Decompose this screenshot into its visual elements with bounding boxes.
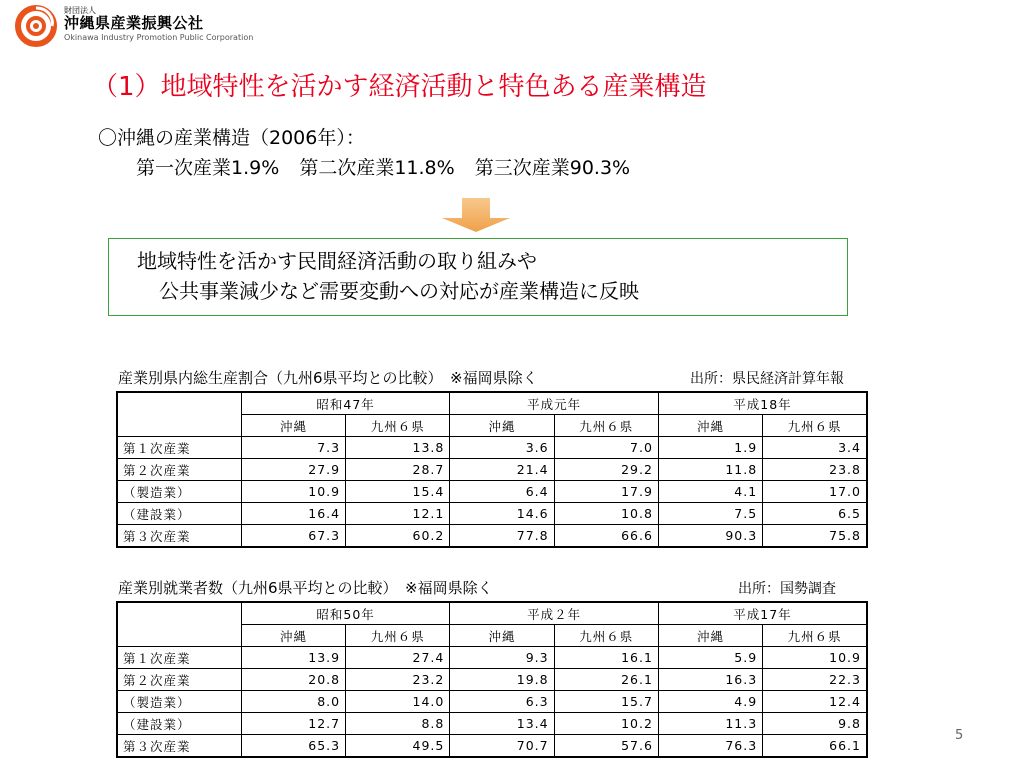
table-cell: 13.8: [346, 437, 450, 459]
table-cell: 17.0: [763, 481, 867, 503]
swirl-logo-icon: [14, 4, 58, 48]
slide-title: （1）地域特性を活かす経済活動と特色ある産業構造: [92, 72, 707, 102]
row-label: 第１次産業: [117, 647, 241, 669]
table-cell: 76.3: [658, 735, 762, 758]
summary-line: 公共事業減少など需要変動への対応が産業構造に反映: [159, 279, 639, 303]
table-cell: 20.8: [241, 669, 345, 691]
table-cell: 77.8: [450, 525, 554, 548]
table-cell: 10.9: [763, 647, 867, 669]
table-cell: 11.8: [658, 459, 762, 481]
table-row: [117, 437, 867, 459]
structure-item: 第一次産業1.9%: [136, 157, 280, 179]
table1-caption: 産業別県内総生産割合（九州6県平均との比較） ※福岡県除く: [118, 369, 538, 387]
table-cell: 27.9: [241, 459, 345, 481]
period-header: 昭和47年: [241, 392, 450, 415]
page-number: 5: [955, 728, 964, 743]
organization-logo: [14, 4, 264, 44]
gdp-share-table: [116, 391, 868, 548]
table-cell: 3.6: [450, 437, 554, 459]
table-cell: 16.1: [554, 647, 658, 669]
table-cell: 14.6: [450, 503, 554, 525]
table-cell: 8.0: [241, 691, 345, 713]
table-cell: 12.4: [763, 691, 867, 713]
table-cell: 10.9: [241, 481, 345, 503]
table-cell: 16.3: [658, 669, 762, 691]
column-header: 沖縄: [658, 625, 762, 647]
table-cell: 15.7: [554, 691, 658, 713]
table-row: [117, 459, 867, 481]
logo-english-name: Okinawa Industry Promotion Public Corporation: [64, 33, 254, 42]
period-header: 平成２年: [450, 602, 659, 625]
row-label: 第２次産業: [117, 669, 241, 691]
column-header: 九州６県: [763, 625, 867, 647]
table-row: [117, 691, 867, 713]
table-row: [117, 525, 867, 548]
logo-name: 沖縄県産業振興公社: [64, 14, 204, 32]
summary-box: [108, 238, 848, 316]
table-cell: 6.4: [450, 481, 554, 503]
table-cell: 22.3: [763, 669, 867, 691]
column-header: 九州６県: [763, 415, 867, 437]
period-header: 昭和50年: [241, 602, 450, 625]
table-cell: 14.0: [346, 691, 450, 713]
table-cell: 6.5: [763, 503, 867, 525]
table-cell: 57.6: [554, 735, 658, 758]
period-header: 平成18年: [658, 392, 867, 415]
table-cell: 23.8: [763, 459, 867, 481]
down-arrow-icon: [440, 198, 512, 232]
table-cell: 29.2: [554, 459, 658, 481]
table-cell: 70.7: [450, 735, 554, 758]
table-cell: 6.3: [450, 691, 554, 713]
structure-item: 第三次産業90.3%: [474, 157, 631, 179]
row-label: （建設業）: [117, 713, 241, 735]
industry-structure: [98, 123, 644, 183]
table-cell: 8.8: [346, 713, 450, 735]
table-cell: 17.9: [554, 481, 658, 503]
table-cell: 10.8: [554, 503, 658, 525]
employment-table: [116, 601, 868, 758]
row-label: 第２次産業: [117, 459, 241, 481]
table-cell: 23.2: [346, 669, 450, 691]
table-cell: 13.4: [450, 713, 554, 735]
column-header: 沖縄: [658, 415, 762, 437]
table-cell: 26.1: [554, 669, 658, 691]
table1-source: 出所：県民経済計算年報: [690, 371, 844, 387]
table-cell: 7.0: [554, 437, 658, 459]
table-row: [117, 481, 867, 503]
table-row: [117, 669, 867, 691]
row-label: （建設業）: [117, 503, 241, 525]
row-label: （製造業）: [117, 691, 241, 713]
table-cell: 7.3: [241, 437, 345, 459]
table-cell: 13.9: [241, 647, 345, 669]
column-header: 九州６県: [346, 625, 450, 647]
table-cell: 10.2: [554, 713, 658, 735]
row-label: （製造業）: [117, 481, 241, 503]
table-cell: 11.3: [658, 713, 762, 735]
table-cell: 28.7: [346, 459, 450, 481]
structure-item: 第二次産業11.8%: [299, 157, 455, 179]
table-cell: 60.2: [346, 525, 450, 548]
summary-line: 地域特性を活かす民間経済活動の取り組みや: [137, 249, 537, 273]
table-cell: 4.9: [658, 691, 762, 713]
table-cell: 67.3: [241, 525, 345, 548]
table-cell: 66.1: [763, 735, 867, 758]
row-label: 第１次産業: [117, 437, 241, 459]
row-label: 第３次産業: [117, 525, 241, 548]
table-row: [117, 647, 867, 669]
table2-caption: 産業別就業者数（九州6県平均との比較） ※福岡県除く: [118, 579, 493, 597]
logo-prefix: 財団法人: [64, 6, 96, 15]
table-cell: 3.4: [763, 437, 867, 459]
table-cell: 5.9: [658, 647, 762, 669]
column-header: 沖縄: [450, 625, 554, 647]
period-header: 平成17年: [658, 602, 867, 625]
period-header: 平成元年: [450, 392, 659, 415]
column-header: 沖縄: [241, 415, 345, 437]
table-cell: 12.1: [346, 503, 450, 525]
structure-heading: 〇沖縄の産業構造（2006年）：: [98, 127, 365, 149]
table-cell: 19.8: [450, 669, 554, 691]
table-cell: 4.1: [658, 481, 762, 503]
row-label: 第３次産業: [117, 735, 241, 758]
table-corner: [117, 392, 241, 437]
column-header: 沖縄: [241, 625, 345, 647]
table-cell: 7.5: [658, 503, 762, 525]
table-cell: 12.7: [241, 713, 345, 735]
column-header: 沖縄: [450, 415, 554, 437]
table-cell: 65.3: [241, 735, 345, 758]
table-cell: 9.3: [450, 647, 554, 669]
column-header: 九州６県: [554, 415, 658, 437]
table-cell: 9.8: [763, 713, 867, 735]
table-row: [117, 503, 867, 525]
table-cell: 90.3: [658, 525, 762, 548]
table-cell: 66.6: [554, 525, 658, 548]
table-cell: 16.4: [241, 503, 345, 525]
table-cell: 49.5: [346, 735, 450, 758]
table-row: [117, 713, 867, 735]
column-header: 九州６県: [554, 625, 658, 647]
table-cell: 1.9: [658, 437, 762, 459]
structure-items: [98, 153, 644, 183]
table-cell: 27.4: [346, 647, 450, 669]
table-row: [117, 735, 867, 758]
table-corner: [117, 602, 241, 647]
column-header: 九州６県: [346, 415, 450, 437]
table-cell: 75.8: [763, 525, 867, 548]
table-cell: 21.4: [450, 459, 554, 481]
table2-source: 出所：国勢調査: [738, 581, 836, 597]
table-cell: 15.4: [346, 481, 450, 503]
